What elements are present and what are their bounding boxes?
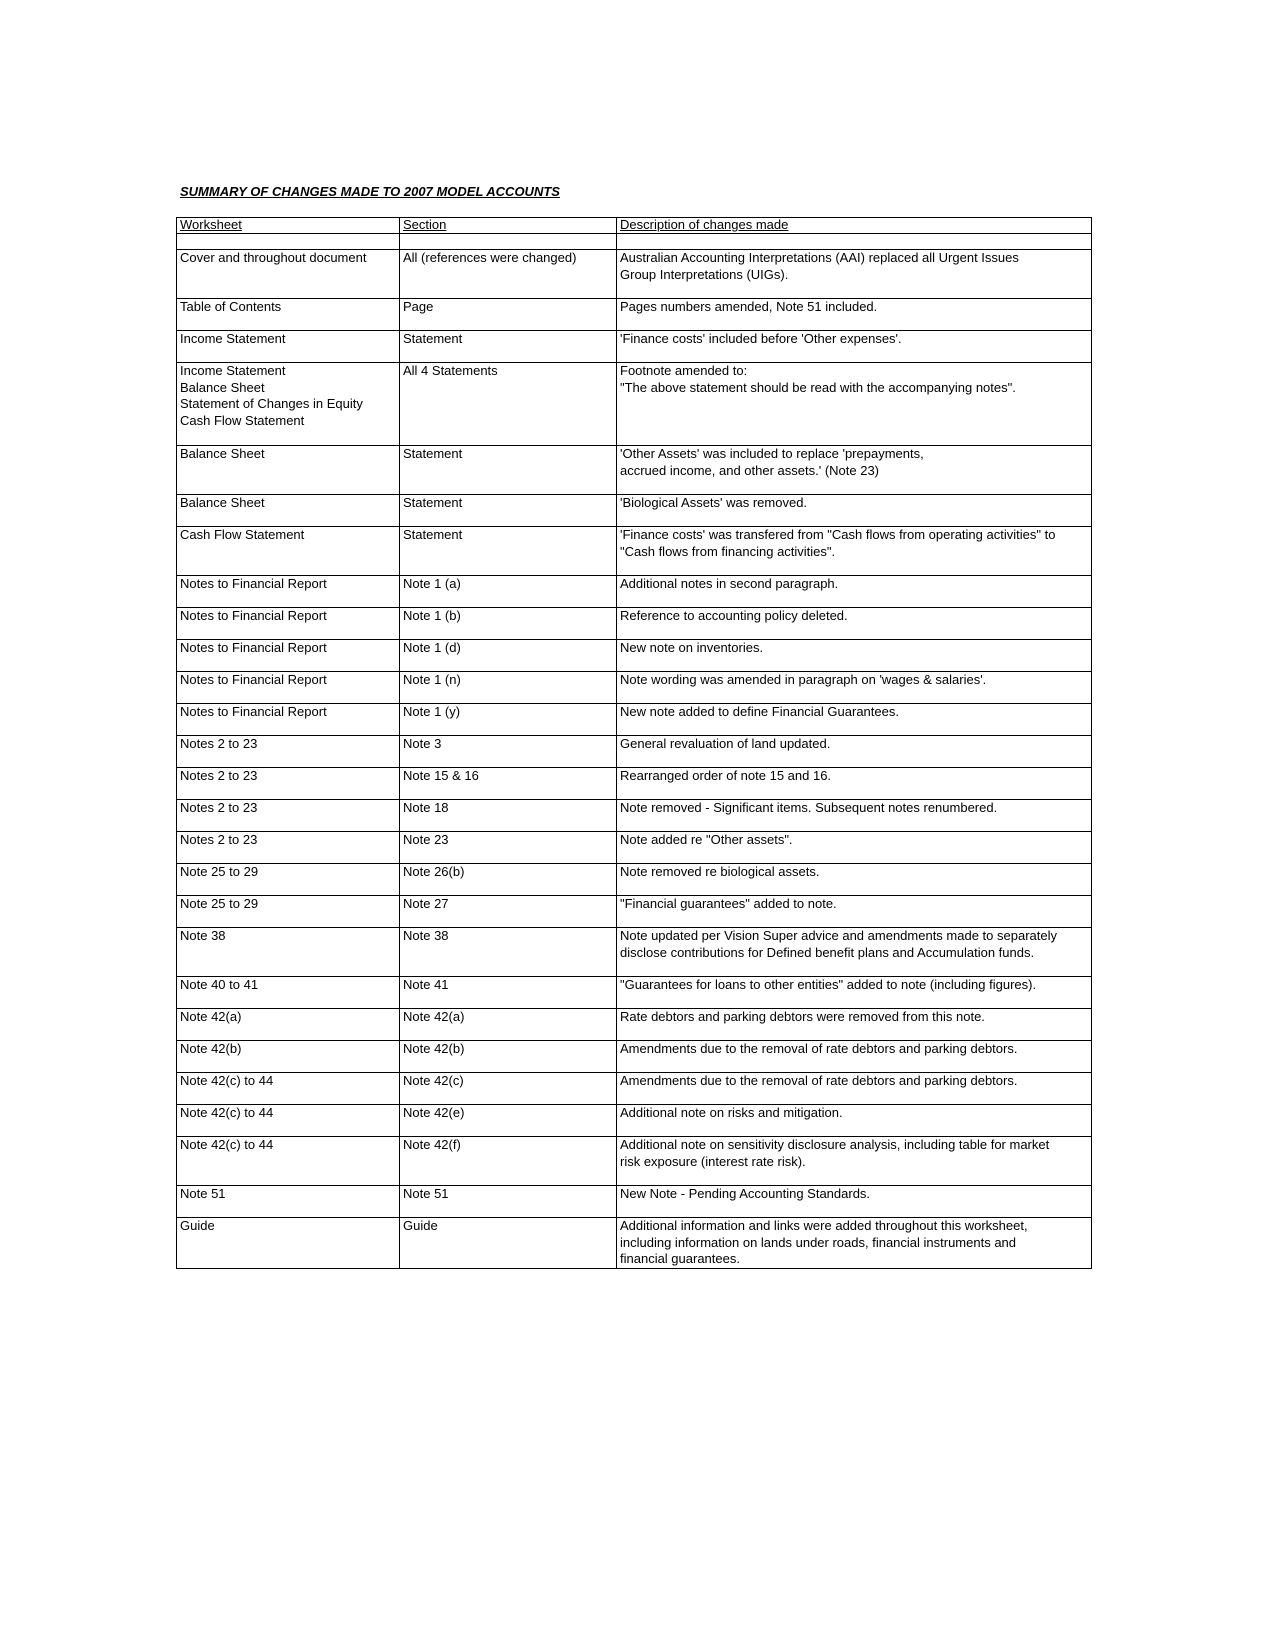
worksheet-line: Note 40 to 41: [180, 977, 259, 992]
description-line: Additional note on sensitivity disclosure analysis, including table for market: [620, 1137, 1050, 1152]
worksheet-cell: [177, 800, 400, 832]
spacer-cell: [177, 234, 400, 250]
section-cell: [400, 704, 617, 736]
table-row: [177, 832, 1092, 864]
description-line: Group Interpretations (UIGs).: [620, 266, 789, 282]
section-text: Note 42(e): [403, 1105, 465, 1120]
section-cell: [400, 250, 617, 299]
section-cell: [400, 576, 617, 608]
description-cell: [617, 928, 1092, 977]
description-line: 'Finance costs' included before 'Other expenses'.: [620, 331, 902, 346]
description-line: General revaluation of land updated.: [620, 736, 831, 751]
section-cell: [400, 331, 617, 363]
section-text: Note 42(c): [403, 1073, 464, 1088]
section-text: Note 1 (n): [403, 672, 461, 687]
worksheet-line: Balance Sheet: [180, 495, 265, 510]
description-line: Footnote amended to:: [620, 363, 748, 378]
section-cell: [400, 495, 617, 527]
description-cell: [617, 736, 1092, 768]
table-row: [177, 576, 1092, 608]
worksheet-cell: [177, 1105, 400, 1137]
description-line: Amendments due to the removal of rate debtors and parking debtors.: [620, 1041, 1018, 1056]
table-row: [177, 1073, 1092, 1105]
table-row: [177, 527, 1092, 576]
section-cell: [400, 608, 617, 640]
section-text: Note 1 (y): [403, 704, 461, 719]
section-cell: [400, 1009, 617, 1041]
section-cell: [400, 672, 617, 704]
section-cell: [400, 1186, 617, 1218]
description-cell: [617, 1041, 1092, 1073]
section-text: Note 51: [403, 1186, 449, 1201]
table-row: [177, 704, 1092, 736]
section-cell: [400, 446, 617, 495]
section-cell: [400, 1073, 617, 1105]
description-cell: [617, 1073, 1092, 1105]
description-line: financial guarantees.: [620, 1251, 740, 1266]
section-text: Note 42(b): [403, 1041, 465, 1056]
worksheet-line: Notes to Financial Report: [180, 576, 327, 591]
section-cell: [400, 363, 617, 446]
description-cell: [617, 800, 1092, 832]
description-cell: [617, 363, 1092, 446]
worksheet-line: Note 25 to 29: [180, 896, 259, 911]
section-cell: [400, 832, 617, 864]
section-text: All 4 Statements: [403, 363, 498, 378]
description-cell: [617, 1009, 1092, 1041]
table-row: [177, 864, 1092, 896]
worksheet-line: Note 42(c) to 44: [180, 1073, 274, 1088]
description-cell: [617, 977, 1092, 1009]
worksheet-line: Notes to Financial Report: [180, 704, 327, 719]
worksheet-cell: [177, 1137, 400, 1186]
table-row: [177, 928, 1092, 977]
description-cell: [617, 495, 1092, 527]
description-line: Pages numbers amended, Note 51 included.: [620, 299, 878, 314]
worksheet-line: Notes 2 to 23: [180, 832, 258, 847]
section-cell: [400, 768, 617, 800]
worksheet-line: Income Statement: [180, 331, 286, 346]
worksheet-cell: [177, 896, 400, 928]
worksheet-cell: [177, 1218, 400, 1269]
worksheet-cell: [177, 1073, 400, 1105]
description-line: Note added re "Other assets".: [620, 832, 793, 847]
section-cell: [400, 800, 617, 832]
page-title: SUMMARY OF CHANGES MADE TO 2007 MODEL ACCOUNTS: [180, 184, 560, 199]
description-line: "Financial guarantees" added to note.: [620, 896, 837, 911]
section-text: Note 23: [403, 832, 449, 847]
worksheet-line: Note 42(c) to 44: [180, 1105, 274, 1120]
description-line: Amendments due to the removal of rate debtors and parking debtors.: [620, 1073, 1018, 1088]
table-row: [177, 1186, 1092, 1218]
description-cell: [617, 576, 1092, 608]
worksheet-line: Note 42(b): [180, 1041, 242, 1056]
section-text: Note 1 (b): [403, 608, 461, 623]
worksheet-line: Balance Sheet: [180, 446, 265, 461]
worksheet-line: Note 42(c) to 44: [180, 1137, 274, 1152]
worksheet-line: Notes 2 to 23: [180, 768, 258, 783]
description-line: 'Other Assets' was included to replace 'prepayments,: [620, 446, 924, 461]
description-line: 'Finance costs' was transfered from "Cash flows from operating activities" to: [620, 527, 1056, 542]
worksheet-line: Notes to Financial Report: [180, 640, 327, 655]
table-row: [177, 672, 1092, 704]
description-line: Note updated per Vision Super advice and amendments made to separately: [620, 928, 1057, 943]
spacer-row: [177, 234, 1092, 250]
worksheet-cell: [177, 672, 400, 704]
section-text: Note 27: [403, 896, 449, 911]
worksheet-line: Notes to Financial Report: [180, 672, 327, 687]
description-line: New note added to define Financial Guarantees.: [620, 704, 899, 719]
worksheet-cell: [177, 446, 400, 495]
section-text: Statement: [403, 527, 463, 542]
worksheet-cell: [177, 704, 400, 736]
description-cell: [617, 250, 1092, 299]
description-line: Additional notes in second paragraph.: [620, 576, 839, 591]
worksheet-cell: [177, 832, 400, 864]
description-line: accrued income, and other assets.' (Note 23): [620, 462, 880, 478]
description-cell: [617, 1186, 1092, 1218]
worksheet-line: Note 51: [180, 1186, 226, 1201]
description-cell: [617, 640, 1092, 672]
description-cell: [617, 768, 1092, 800]
section-text: Page: [403, 299, 434, 314]
spacer-cell: [617, 234, 1092, 250]
table-row: [177, 977, 1092, 1009]
description-cell: [617, 704, 1092, 736]
worksheet-line: Balance Sheet: [180, 379, 265, 395]
worksheet-cell: [177, 576, 400, 608]
section-cell: [400, 896, 617, 928]
description-cell: [617, 527, 1092, 576]
description-line: "Guarantees for loans to other entities" added to note (including figures).: [620, 977, 1037, 992]
column-header-description: Description of changes made: [617, 218, 1092, 234]
table-row: [177, 768, 1092, 800]
worksheet-cell: [177, 864, 400, 896]
worksheet-cell: [177, 640, 400, 672]
worksheet-cell: [177, 928, 400, 977]
table-row: [177, 363, 1092, 446]
section-text: Note 15 & 16: [403, 768, 479, 783]
section-cell: [400, 977, 617, 1009]
section-text: Note 18: [403, 800, 449, 815]
description-line: Note removed - Significant items. Subsequent notes renumbered.: [620, 800, 998, 815]
section-cell: [400, 1218, 617, 1269]
worksheet-cell: [177, 363, 400, 446]
description-line: New Note - Pending Accounting Standards.: [620, 1186, 871, 1201]
section-text: Note 42(f): [403, 1137, 461, 1152]
header-row: [177, 218, 1092, 234]
column-header-section: Section: [400, 218, 617, 234]
description-cell: [617, 1105, 1092, 1137]
table-row: [177, 446, 1092, 495]
worksheet-line: Notes 2 to 23: [180, 800, 258, 815]
table-row: [177, 1137, 1092, 1186]
description-cell: [617, 864, 1092, 896]
description-line: Note wording was amended in paragraph on 'wages & salaries'.: [620, 672, 987, 687]
table-row: [177, 608, 1092, 640]
worksheet-line: Table of Contents: [180, 299, 282, 314]
worksheet-cell: [177, 1009, 400, 1041]
description-line: Reference to accounting policy deleted.: [620, 608, 848, 623]
section-text: Statement: [403, 495, 463, 510]
description-cell: [617, 896, 1092, 928]
section-text: Note 38: [403, 928, 449, 943]
worksheet-cell: [177, 1186, 400, 1218]
worksheet-line: Notes 2 to 23: [180, 736, 258, 751]
table-row: [177, 736, 1092, 768]
changes-table: [176, 217, 1092, 1269]
section-cell: [400, 640, 617, 672]
description-cell: [617, 672, 1092, 704]
description-line: "Cash flows from financing activities".: [620, 543, 836, 559]
section-text: Note 3: [403, 736, 442, 751]
table-row: [177, 640, 1092, 672]
description-cell: [617, 832, 1092, 864]
description-cell: [617, 608, 1092, 640]
worksheet-cell: [177, 768, 400, 800]
worksheet-line: Cover and throughout document: [180, 250, 367, 265]
description-cell: [617, 1137, 1092, 1186]
description-line: Australian Accounting Interpretations (AAI) replaced all Urgent Issues: [620, 250, 1019, 265]
section-cell: [400, 1137, 617, 1186]
section-cell: [400, 527, 617, 576]
section-text: Statement: [403, 331, 463, 346]
description-cell: [617, 1218, 1092, 1269]
table-row: [177, 250, 1092, 299]
description-line: "The above statement should be read with the accompanying notes".: [620, 379, 1016, 395]
section-cell: [400, 864, 617, 896]
table-row: [177, 495, 1092, 527]
section-text: Note 26(b): [403, 864, 465, 879]
section-text: Note 42(a): [403, 1009, 465, 1024]
section-cell: [400, 1041, 617, 1073]
table-row: [177, 1105, 1092, 1137]
description-line: Additional information and links were added throughout this worksheet,: [620, 1218, 1028, 1233]
section-cell: [400, 299, 617, 331]
description-cell: [617, 299, 1092, 331]
description-line: 'Biological Assets' was removed.: [620, 495, 808, 510]
section-text: Statement: [403, 446, 463, 461]
description-line: Additional note on risks and mitigation.: [620, 1105, 843, 1120]
description-line: New note on inventories.: [620, 640, 764, 655]
column-header-worksheet: Worksheet: [177, 218, 400, 234]
description-cell: [617, 446, 1092, 495]
table-row: [177, 1041, 1092, 1073]
worksheet-cell: [177, 608, 400, 640]
worksheet-line: Cash Flow Statement: [180, 527, 305, 542]
worksheet-cell: [177, 527, 400, 576]
worksheet-line: Note 42(a): [180, 1009, 242, 1024]
worksheet-cell: [177, 495, 400, 527]
section-text: All (references were changed): [403, 250, 577, 265]
description-line: risk exposure (interest rate risk).: [620, 1153, 806, 1169]
description-line: Rearranged order of note 15 and 16.: [620, 768, 832, 783]
worksheet-line: Statement of Changes in Equity: [180, 396, 363, 411]
table-row: [177, 1009, 1092, 1041]
worksheet-line: Note 25 to 29: [180, 864, 259, 879]
table-row: [177, 299, 1092, 331]
worksheet-cell: [177, 736, 400, 768]
section-text: Note 1 (a): [403, 576, 461, 591]
worksheet-line: Guide: [180, 1218, 215, 1233]
section-cell: [400, 736, 617, 768]
description-line: Note removed re biological assets.: [620, 864, 820, 879]
worksheet-cell: [177, 331, 400, 363]
worksheet-line: Notes to Financial Report: [180, 608, 327, 623]
table-row: [177, 331, 1092, 363]
table-row: [177, 896, 1092, 928]
section-text: Guide: [403, 1218, 438, 1233]
worksheet-cell: [177, 1041, 400, 1073]
section-cell: [400, 928, 617, 977]
worksheet-cell: [177, 977, 400, 1009]
spacer-cell: [400, 234, 617, 250]
description-line: Rate debtors and parking debtors were removed from this note.: [620, 1009, 985, 1024]
section-cell: [400, 1105, 617, 1137]
section-text: Note 1 (d): [403, 640, 461, 655]
description-cell: [617, 331, 1092, 363]
worksheet-cell: [177, 250, 400, 299]
worksheet-cell: [177, 299, 400, 331]
description-line: including information on lands under roads, financial instruments and: [620, 1234, 1017, 1250]
table-row: [177, 1218, 1092, 1269]
section-text: Note 41: [403, 977, 449, 992]
table-row: [177, 800, 1092, 832]
worksheet-line: Cash Flow Statement: [180, 412, 305, 428]
worksheet-line: Income Statement: [180, 363, 286, 378]
description-line: disclose contributions for Defined benefit plans and Accumulation funds.: [620, 944, 1035, 960]
worksheet-line: Note 38: [180, 928, 226, 943]
